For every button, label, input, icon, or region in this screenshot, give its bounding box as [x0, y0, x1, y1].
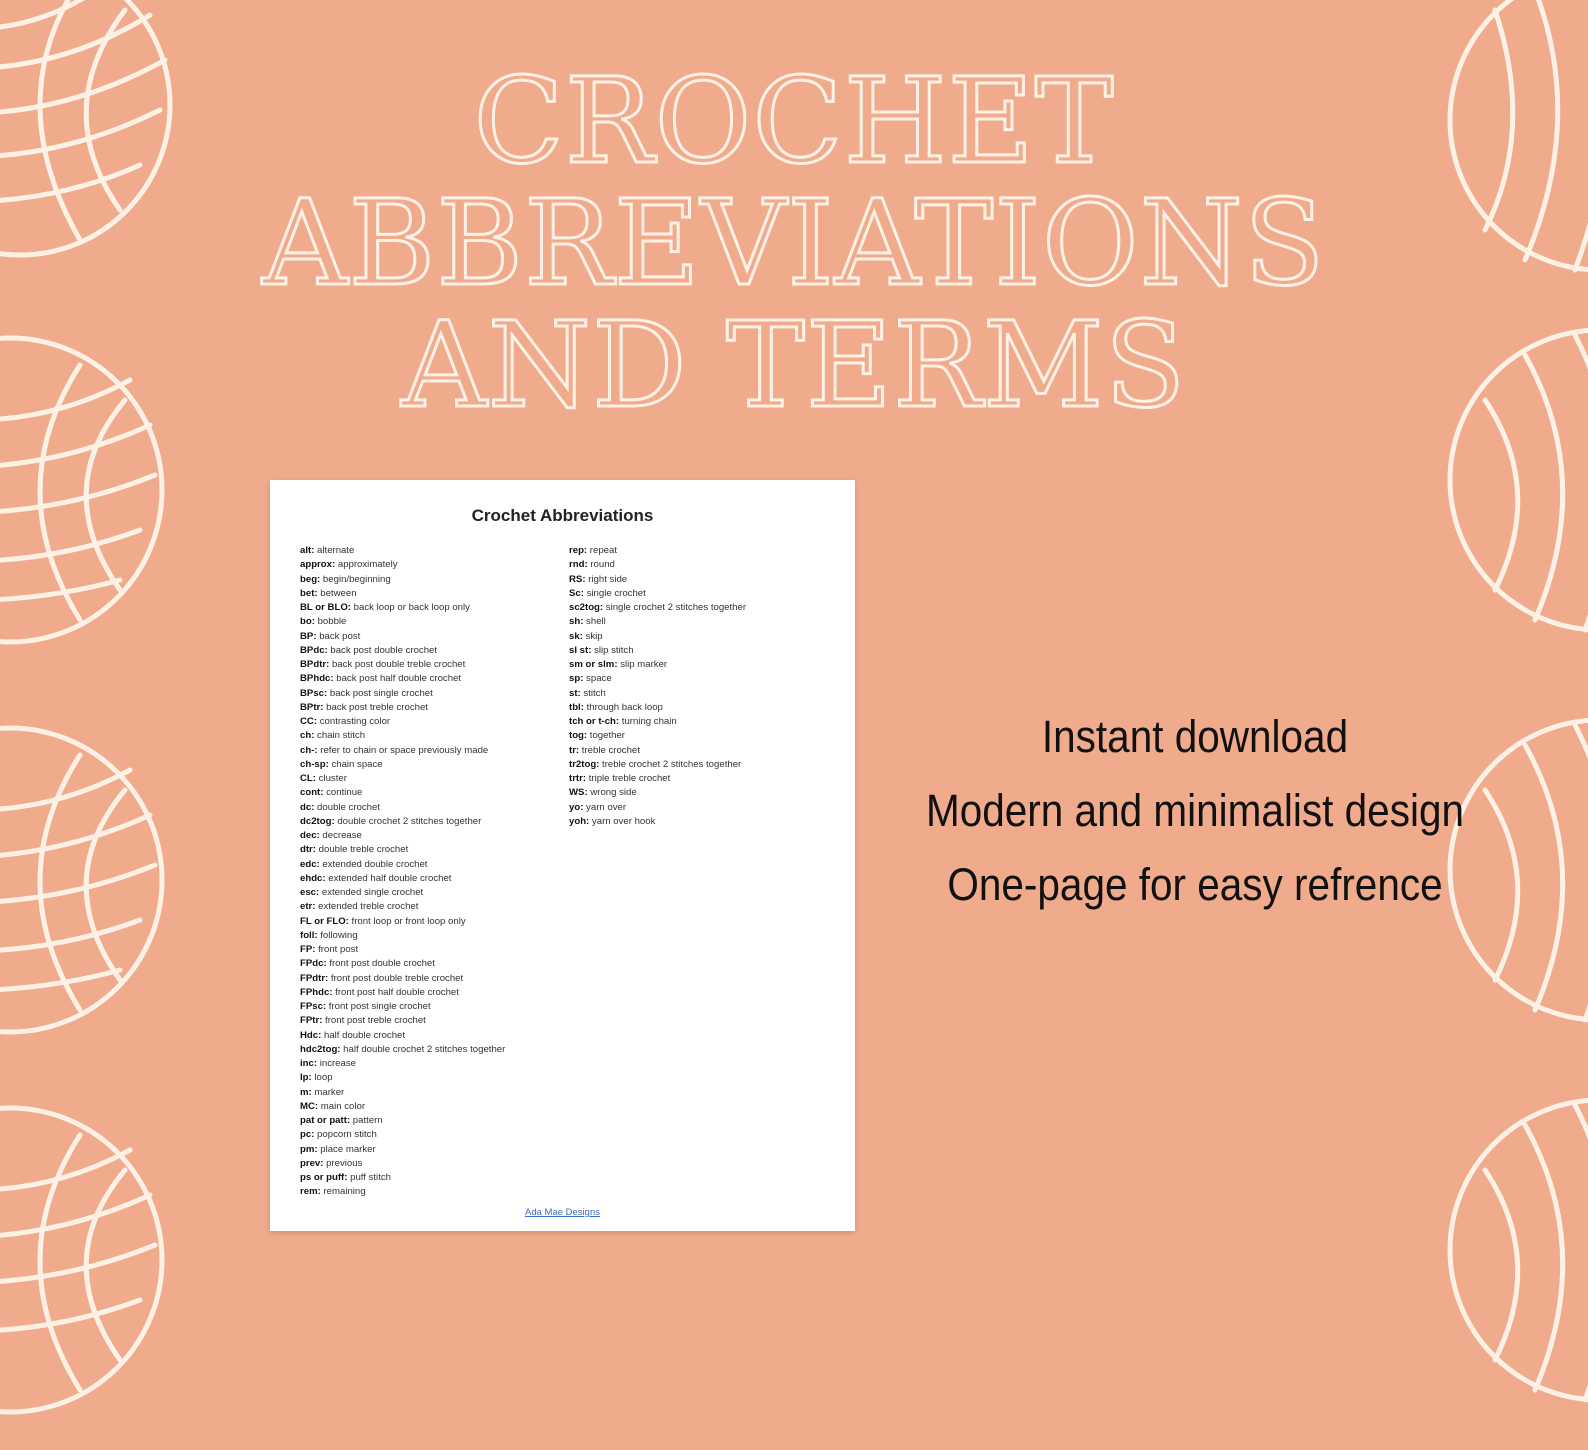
- abbreviation-term: FPsc:: [300, 1001, 327, 1012]
- feature-instant-download: Instant download: [1041, 711, 1349, 762]
- abbreviation-definition: back post double treble crochet: [329, 659, 466, 670]
- abbreviation-entry: [569, 658, 746, 672]
- abbreviation-entry: [569, 587, 746, 601]
- abbreviation-entry: [569, 786, 746, 800]
- abbreviation-term: dc:: [300, 801, 315, 813]
- abbreviation-entry: [300, 1143, 505, 1157]
- abbreviation-entry: [569, 558, 746, 572]
- abbreviation-definition: wrong side: [587, 787, 637, 799]
- abbreviation-definition: slip stitch: [591, 644, 634, 656]
- abbreviation-entry: [300, 1029, 505, 1043]
- abbreviation-entry: [300, 630, 505, 644]
- abbreviation-definition: slip marker: [617, 659, 668, 670]
- abbreviation-term: tr2tog:: [569, 758, 600, 770]
- abbreviation-definition: bobble: [314, 616, 347, 628]
- abbreviation-entry: [300, 715, 505, 729]
- abbreviation-definition: extended single crochet: [319, 887, 424, 898]
- abbreviation-term: cont:: [300, 787, 324, 799]
- document-preview: [270, 480, 855, 1231]
- abbreviation-term: edc:: [300, 858, 320, 870]
- abbreviation-term: hdc2tog:: [300, 1043, 341, 1055]
- abbreviation-definition: extended half double crochet: [325, 872, 452, 884]
- abbreviation-term: esc:: [300, 887, 320, 898]
- abbreviation-entry: [300, 1014, 505, 1028]
- abbreviation-definition: together: [587, 730, 625, 742]
- abbreviation-definition: round: [587, 559, 615, 571]
- abbreviation-entry: [300, 701, 505, 715]
- abbreviation-definition: treble crochet: [579, 744, 640, 756]
- abbreviation-entry: [300, 1128, 505, 1142]
- yarn-ball-icon: [1425, 1060, 1588, 1440]
- abbreviation-term: foll:: [300, 929, 318, 941]
- abbreviation-term: yoh:: [569, 815, 590, 827]
- abbreviation-term: tog:: [569, 730, 588, 742]
- abbreviation-entry: [300, 843, 505, 857]
- abbreviation-entry: [569, 615, 746, 629]
- abbreviation-column-left: [300, 544, 505, 1200]
- abbreviation-term: prev:: [300, 1157, 324, 1169]
- feature-one-page: One-page for easy refrence: [947, 859, 1443, 910]
- abbreviation-definition: yarn over hook: [589, 815, 656, 827]
- abbreviation-entry: [300, 644, 505, 658]
- abbreviation-entry: [569, 644, 746, 658]
- abbreviation-entry: [300, 1086, 505, 1100]
- abbreviation-term: Hdc:: [300, 1029, 322, 1041]
- abbreviation-entry: [300, 1171, 505, 1185]
- abbreviation-term: FPtr:: [300, 1015, 323, 1027]
- abbreviation-definition: through back loop: [583, 701, 663, 713]
- abbreviation-entry: [300, 929, 505, 943]
- headline: [0, 52, 1588, 434]
- abbreviation-entry: [300, 573, 505, 587]
- abbreviation-entry: [300, 672, 505, 686]
- abbreviation-entry: [300, 1100, 505, 1114]
- abbreviation-entry: [300, 1043, 505, 1057]
- abbreviation-entry: [300, 1000, 505, 1014]
- abbreviation-term: BPhdc:: [300, 673, 334, 685]
- abbreviation-entry: [300, 886, 505, 900]
- abbreviation-term: BPdc:: [300, 644, 328, 656]
- abbreviation-entry: [300, 872, 505, 886]
- abbreviation-definition: increase: [317, 1058, 356, 1069]
- abbreviation-definition: remaining: [320, 1186, 366, 1198]
- abbreviation-definition: extended double crochet: [319, 858, 428, 870]
- abbreviation-definition: front post half double crochet: [332, 986, 459, 998]
- abbreviation-definition: repeat: [587, 545, 617, 556]
- abbreviation-term: trtr:: [569, 773, 587, 784]
- abbreviation-entry: [569, 729, 746, 743]
- abbreviation-definition: double crochet: [314, 801, 380, 813]
- abbreviation-term: tr:: [569, 744, 580, 756]
- abbreviation-term: ch:: [300, 730, 315, 742]
- abbreviation-definition: turning chain: [619, 716, 677, 727]
- abbreviation-definition: front post double crochet: [326, 958, 435, 970]
- abbreviation-entry: [300, 1157, 505, 1171]
- abbreviation-entry: [569, 601, 746, 615]
- abbreviation-entry: [569, 544, 746, 558]
- abbreviation-definition: double treble crochet: [315, 844, 409, 856]
- abbreviation-entry: [300, 772, 505, 786]
- abbreviation-definition: front post double treble crochet: [328, 972, 464, 984]
- abbreviation-entry: [300, 1185, 505, 1199]
- abbreviation-entry: [300, 1071, 505, 1085]
- headline-line-2: ABBREVIATIONS: [262, 174, 1326, 312]
- abbreviation-definition: back post single crochet: [327, 687, 433, 699]
- abbreviation-term: FPdtr:: [300, 972, 329, 984]
- abbreviation-entry: [300, 658, 505, 672]
- feature-list: [912, 700, 1479, 922]
- abbreviation-definition: double crochet 2 stitches together: [334, 815, 482, 827]
- yarn-ball-icon: [0, 1070, 190, 1450]
- abbreviation-definition: refer to chain or space previously made: [317, 744, 489, 756]
- abbreviation-definition: main color: [318, 1100, 366, 1112]
- yarn-ball-icon: [0, 690, 190, 1070]
- abbreviation-definition: marker: [311, 1086, 345, 1098]
- abbreviation-entry: [300, 815, 505, 829]
- abbreviation-term: bet:: [300, 587, 318, 599]
- abbreviation-entry: [300, 558, 505, 572]
- abbreviation-definition: treble crochet 2 stitches together: [599, 758, 742, 770]
- abbreviation-term: sc2tog:: [569, 602, 604, 613]
- abbreviation-term: sm or slm:: [569, 659, 618, 670]
- abbreviation-term: dc2tog:: [300, 815, 335, 827]
- abbreviation-entry: [300, 1057, 505, 1071]
- abbreviation-entry: [569, 758, 746, 772]
- abbreviation-definition: half double crochet: [321, 1029, 406, 1041]
- abbreviation-term: tch or t-ch:: [569, 716, 620, 727]
- abbreviation-definition: following: [317, 929, 358, 941]
- abbreviation-entry: [300, 687, 505, 701]
- abbreviation-entry: [569, 815, 746, 829]
- abbreviation-definition: back post half double crochet: [333, 673, 462, 685]
- abbreviation-term: sh:: [569, 616, 584, 628]
- abbreviation-definition: continue: [323, 787, 363, 799]
- abbreviation-definition: between: [317, 587, 357, 599]
- abbreviation-term: rnd:: [569, 559, 588, 571]
- abbreviation-definition: shell: [583, 616, 606, 628]
- abbreviation-definition: front post single crochet: [326, 1001, 431, 1012]
- abbreviation-definition: right side: [585, 573, 628, 585]
- abbreviation-definition: alternate: [314, 545, 355, 556]
- abbreviation-term: rep:: [569, 545, 588, 556]
- abbreviation-definition: place marker: [317, 1143, 376, 1155]
- abbreviation-definition: popcorn stitch: [314, 1129, 377, 1141]
- abbreviation-entry: [569, 744, 746, 758]
- abbreviation-term: RS:: [569, 573, 586, 585]
- abbreviation-definition: skip: [582, 630, 603, 642]
- abbreviation-definition: chain stitch: [314, 730, 366, 742]
- abbreviation-definition: triple treble crochet: [586, 773, 671, 784]
- abbreviation-column-right: [569, 544, 746, 829]
- abbreviation-definition: front post treble crochet: [322, 1015, 426, 1027]
- abbreviation-entry: [569, 630, 746, 644]
- abbreviation-term: dec:: [300, 830, 320, 841]
- abbreviation-term: m:: [300, 1086, 312, 1098]
- abbreviation-term: sl st:: [569, 644, 592, 656]
- abbreviation-term: ch-:: [300, 744, 318, 756]
- abbreviation-term: Sc:: [569, 587, 584, 599]
- abbreviation-term: CL:: [300, 773, 316, 784]
- document-title: Crochet Abbreviations: [471, 506, 654, 525]
- headline-line-1: CROCHET: [473, 52, 1115, 190]
- abbreviation-entry: [300, 758, 505, 772]
- document-footer-link[interactable]: Ada Mae Designs: [525, 1207, 600, 1218]
- abbreviation-term: alt:: [300, 545, 315, 556]
- abbreviation-entry: [569, 573, 746, 587]
- abbreviation-definition: space: [583, 673, 612, 685]
- abbreviation-definition: stitch: [580, 687, 606, 699]
- abbreviation-term: ehdc:: [300, 872, 326, 884]
- abbreviation-term: tbl:: [569, 701, 584, 713]
- abbreviation-definition: approximately: [335, 559, 398, 571]
- abbreviation-definition: decrease: [319, 830, 362, 841]
- abbreviation-term: etr:: [300, 901, 316, 913]
- abbreviation-definition: puff stitch: [347, 1172, 391, 1183]
- abbreviation-entry: [300, 729, 505, 743]
- abbreviation-term: lp:: [300, 1072, 312, 1084]
- abbreviation-term: rem:: [300, 1186, 321, 1198]
- abbreviation-term: inc:: [300, 1058, 318, 1069]
- abbreviation-definition: half double crochet 2 stitches together: [340, 1043, 506, 1055]
- abbreviation-term: ch-sp:: [300, 758, 329, 770]
- abbreviation-definition: previous: [323, 1157, 363, 1169]
- abbreviation-entry: [300, 1114, 505, 1128]
- abbreviation-term: FL or FLO:: [300, 915, 349, 927]
- abbreviation-definition: back post: [316, 630, 361, 642]
- abbreviation-entry: [300, 829, 505, 843]
- abbreviation-entry: [300, 986, 505, 1000]
- abbreviation-term: WS:: [569, 787, 588, 799]
- abbreviation-definition: yarn over: [583, 801, 627, 813]
- abbreviation-definition: back loop or back loop only: [351, 602, 470, 613]
- abbreviation-entry: [300, 972, 505, 986]
- abbreviation-term: st:: [569, 687, 581, 699]
- abbreviation-term: FPdc:: [300, 958, 327, 970]
- abbreviation-definition: begin/beginning: [320, 573, 391, 585]
- abbreviation-entry: [569, 715, 746, 729]
- abbreviation-entry: [300, 587, 505, 601]
- abbreviation-term: BPtr:: [300, 701, 324, 713]
- abbreviation-term: dtr:: [300, 844, 316, 856]
- abbreviation-entry: [569, 672, 746, 686]
- abbreviation-term: ps or puff:: [300, 1172, 348, 1183]
- abbreviation-term: BL or BLO:: [300, 602, 351, 613]
- abbreviation-entry: [300, 957, 505, 971]
- abbreviation-entry: [569, 701, 746, 715]
- abbreviation-term: MC:: [300, 1100, 319, 1112]
- abbreviation-entry: [300, 858, 505, 872]
- abbreviation-entry: [300, 615, 505, 629]
- abbreviation-term: pm:: [300, 1143, 318, 1155]
- abbreviation-entry: [300, 744, 505, 758]
- abbreviation-term: yo:: [569, 801, 584, 813]
- abbreviation-entry: [569, 687, 746, 701]
- abbreviation-entry: [300, 900, 505, 914]
- feature-minimalist-design: Modern and minimalist design: [925, 785, 1465, 836]
- abbreviation-entry: [300, 786, 505, 800]
- abbreviation-term: BPdtr:: [300, 659, 330, 670]
- abbreviation-term: BPsc:: [300, 687, 328, 699]
- abbreviation-entry: [300, 943, 505, 957]
- abbreviation-term: beg:: [300, 573, 321, 585]
- abbreviation-definition: single crochet 2 stitches together: [603, 602, 747, 613]
- abbreviation-term: FP:: [300, 944, 316, 955]
- abbreviation-term: pat or patt:: [300, 1115, 351, 1126]
- abbreviation-term: bo:: [300, 616, 315, 628]
- abbreviation-term: BP:: [300, 630, 317, 642]
- abbreviation-definition: back post double crochet: [327, 644, 438, 656]
- abbreviation-definition: extended treble crochet: [315, 901, 419, 913]
- abbreviation-definition: front loop or front loop only: [348, 915, 466, 927]
- abbreviation-term: approx:: [300, 559, 336, 571]
- abbreviation-entry: [569, 772, 746, 786]
- abbreviation-definition: front post: [315, 944, 359, 955]
- abbreviation-entry: [569, 801, 746, 815]
- abbreviation-term: sp:: [569, 673, 584, 685]
- abbreviation-definition: single crochet: [583, 587, 646, 599]
- abbreviation-term: pc:: [300, 1129, 315, 1141]
- headline-line-3: AND TERMS: [401, 296, 1187, 434]
- abbreviation-entry: [300, 915, 505, 929]
- abbreviation-definition: chain space: [328, 758, 383, 770]
- abbreviation-definition: pattern: [350, 1115, 383, 1126]
- abbreviation-definition: loop: [311, 1072, 333, 1084]
- abbreviation-term: sk:: [569, 630, 583, 642]
- abbreviation-definition: cluster: [315, 773, 347, 784]
- abbreviation-entry: [300, 801, 505, 815]
- abbreviation-definition: contrasting color: [317, 716, 391, 727]
- abbreviation-term: CC:: [300, 716, 318, 727]
- abbreviation-entry: [300, 601, 505, 615]
- abbreviation-definition: back post treble crochet: [323, 701, 428, 713]
- abbreviation-term: FPhdc:: [300, 986, 333, 998]
- abbreviation-entry: [300, 544, 505, 558]
